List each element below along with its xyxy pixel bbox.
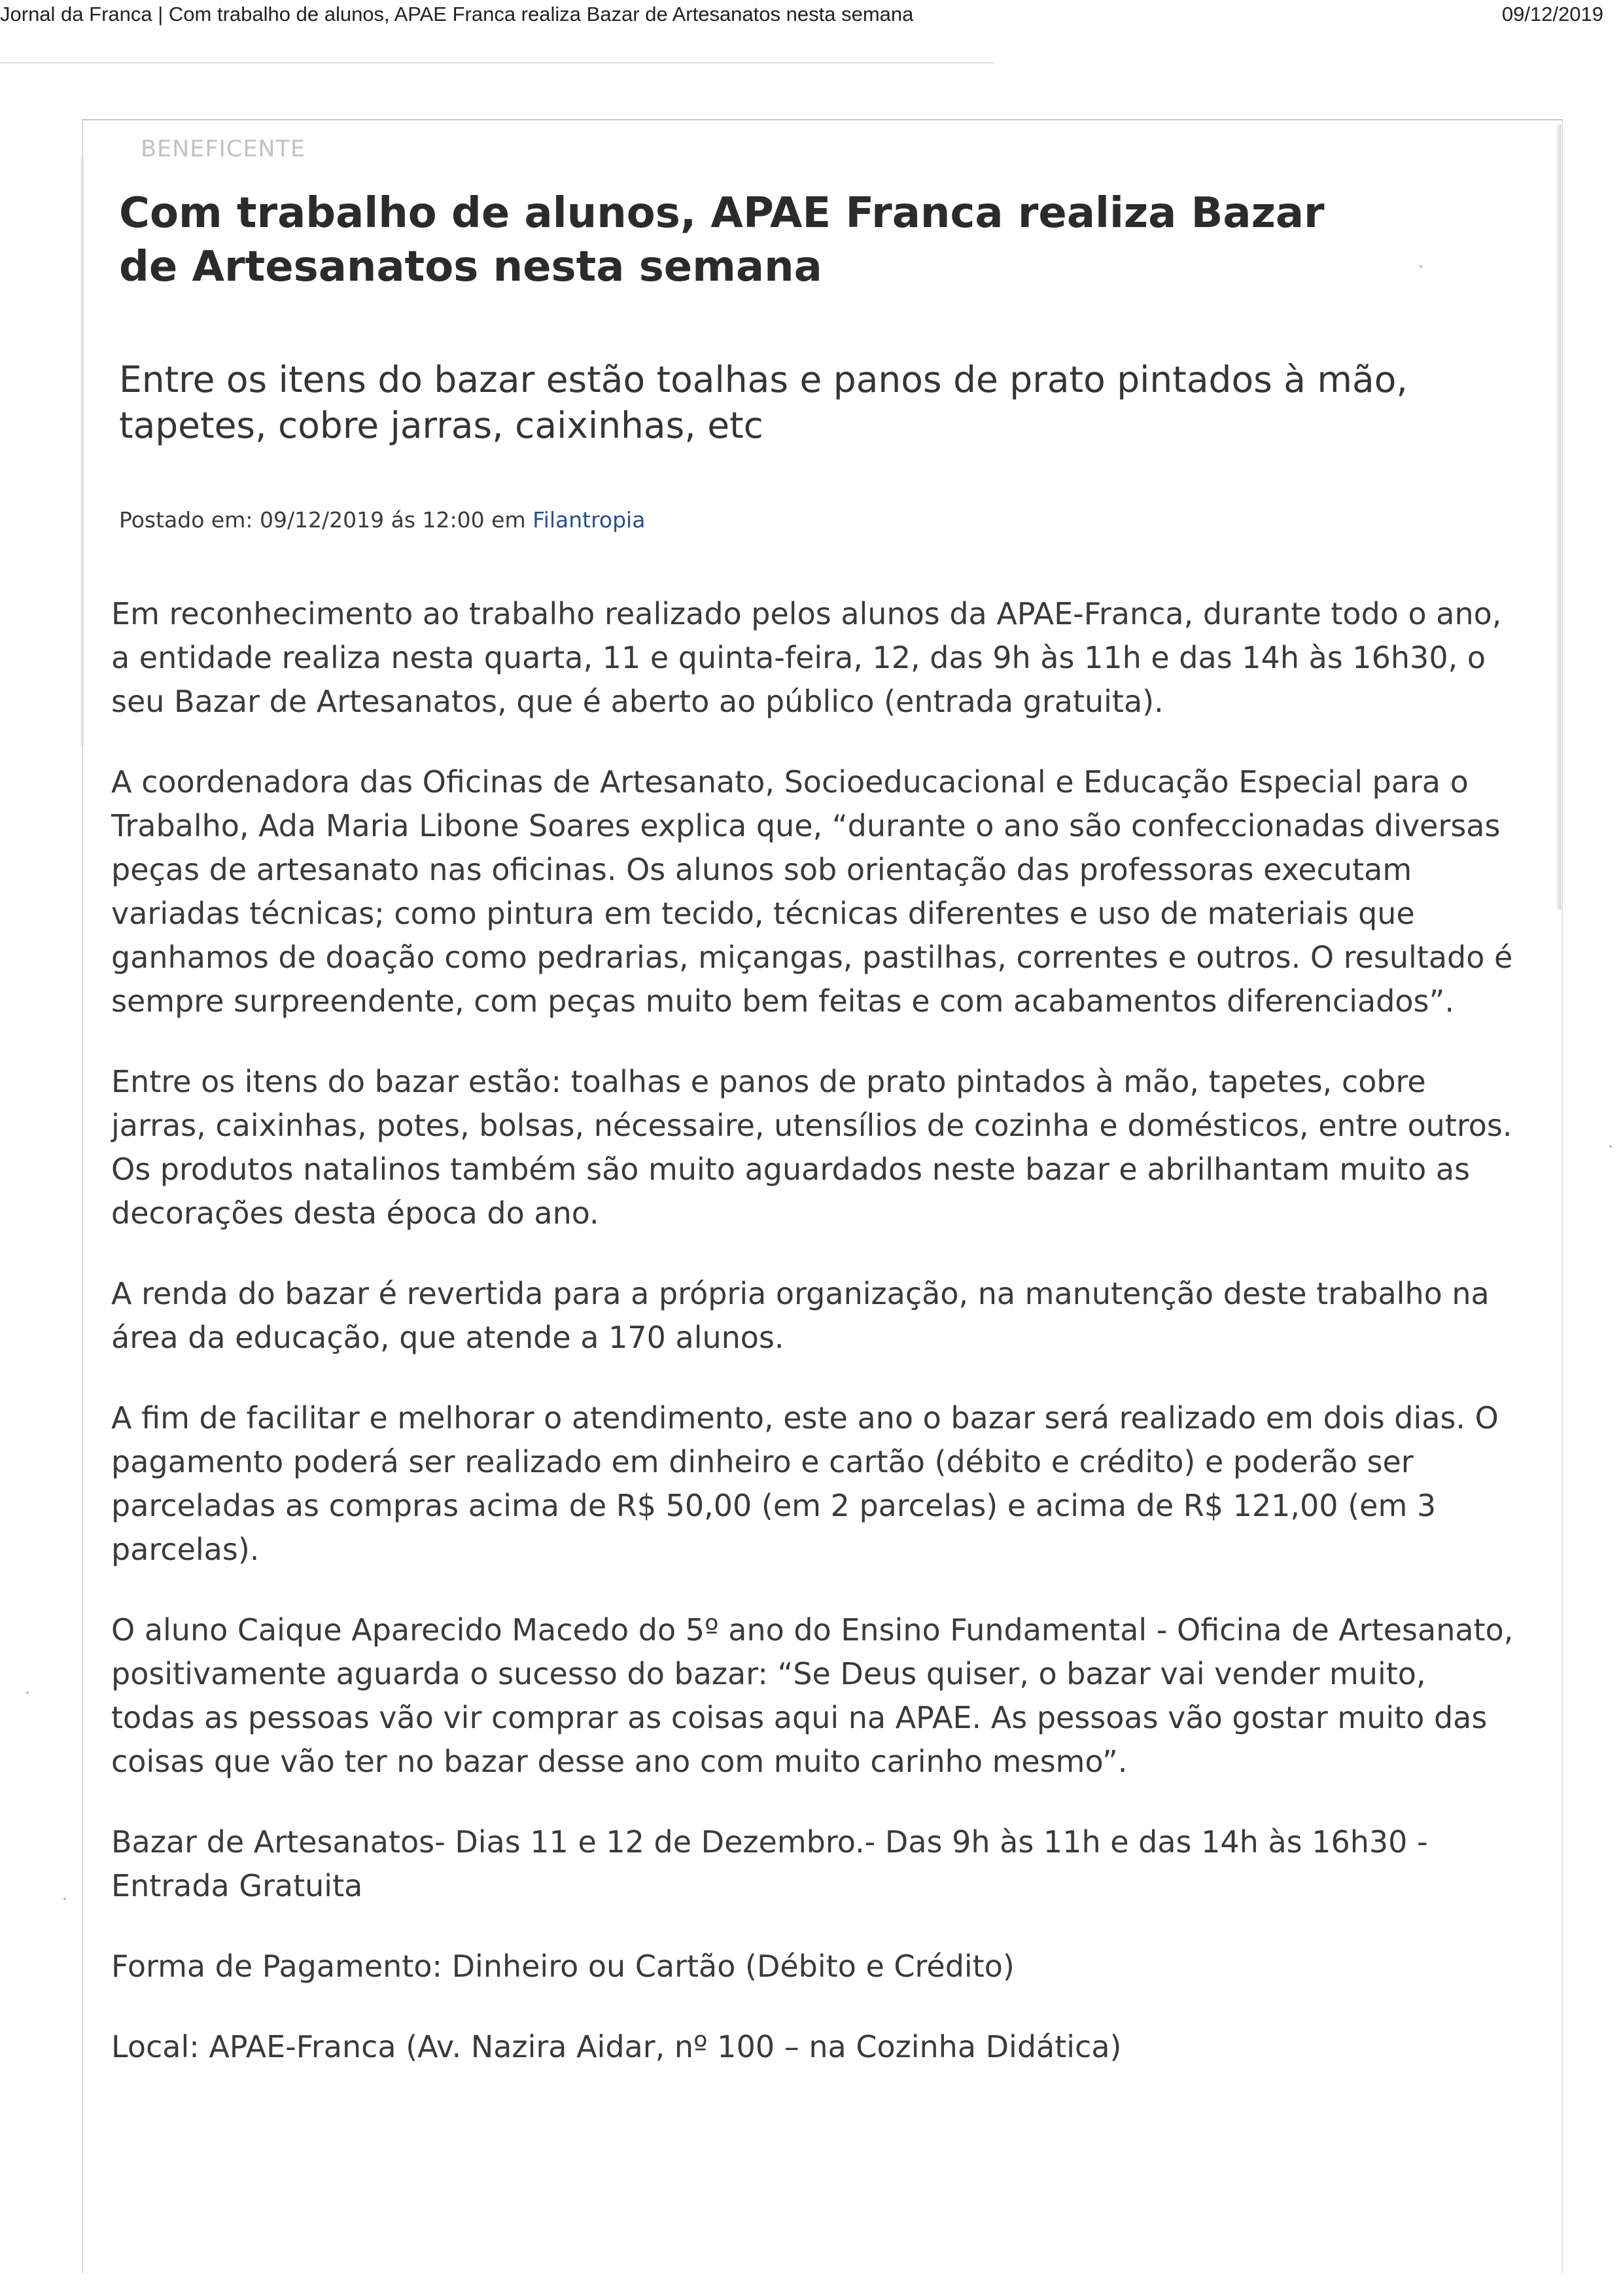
article-headline: Com trabalho de alunos, APAE Franca realiza Bazar de Artesanatos nesta semana	[119, 189, 1325, 291]
article-meta	[119, 507, 645, 533]
paragraph-4: A renda do bazar é revertida para a própria organização, na manutenção deste trabalho na área da educação, que atende a 170 alunos.	[111, 1276, 1490, 1355]
article-body	[111, 592, 1518, 2106]
paragraph-6: O aluno Caique Aparecido Macedo do 5º ano do Ensino Fundamental - Oficina de Artesanato, positivamente aguarda o sucesso do bazar: “Se Deus quiser, o bazar vai vender muito, todas as pessoas vão vir comprar as coisas aqui na APAE. As pessoas vão gostar muito das coisas que vão ter no bazar desse ano com muito carinho mesmo”.	[111, 1612, 1514, 1779]
article-category: BENEFICENTE	[141, 136, 306, 162]
payment-info: Forma de Pagamento: Dinheiro ou Cartão (Débito e Crédito)	[111, 1949, 1015, 1984]
header-divider	[0, 62, 994, 63]
article-subtitle: Entre os itens do bazar estão toalhas e panos de prato pintados à mão, tapetes, cobre jarras, caixinhas, etc	[119, 359, 1408, 446]
posted-date-text: Postado em: 09/12/2019 ás 12:00 em	[119, 507, 533, 533]
scan-speck	[26, 1691, 29, 1694]
scan-speck	[1609, 1145, 1612, 1148]
scan-speck	[63, 1898, 66, 1900]
paragraph-5: A fim de facilitar e melhorar o atendimento, este ano o bazar será realizado em dois dias. O pagamento poderá ser realizado em dinheiro e cartão (débito e crédito) e poderão ser parceladas as compras acima de R$ 50,00 (em 2 parcelas) e acima de R$ 121,00 (em 3 parcelas).	[111, 1400, 1499, 1567]
category-link[interactable]: Filantropia	[532, 507, 646, 533]
scan-shadow-left	[81, 157, 85, 746]
print-header	[0, 0, 1623, 39]
event-details: Bazar de Artesanatos- Dias 11 e 12 de Dezembro.- Das 9h às 11h e das 14h às 16h30 - Entrada Gratuita	[111, 1824, 1428, 1903]
paragraph-2: A coordenadora das Oficinas de Artesanato, Socioeducacional e Educação Especial para o Trabalho, Ada Maria Libone Soares explica que, “durante o ano são confeccionadas diversas peças de artesanato nas oficinas. Os alunos sob orientação das professoras executam variadas técnicas; como pintura em tecido, técnicas diferentes e uso de materiais que ganhamos de doação como pedrarias, miçangas, pastilhas, correntes e outros. O resultado é sempre surpreendente, com peças muito bem feitas e com acabamentos diferenciados”.	[111, 764, 1513, 1019]
print-date: 09/12/2019	[1501, 3, 1603, 26]
paragraph-1: Em reconhecimento ao trabalho realizado pelos alunos da APAE-Franca, durante todo o ano, a entidade realiza nesta quarta, 11 e quinta-feira, 12, das 9h às 11h e das 14h às 16h30, o seu Bazar de Artesanatos, que é aberto ao público (entrada gratuita).	[111, 596, 1502, 719]
scan-shadow-right	[1556, 124, 1561, 910]
location-info: Local: APAE-Franca (Av. Nazira Aidar, nº 100 – na Cozinha Didática)	[111, 2029, 1122, 2064]
paragraph-3: Entre os itens do bazar estão: toalhas e panos de prato pintados à mão, tapetes, cobre jarras, caixinhas, potes, bolsas, nécessaire, utensílios de cozinha e domésticos, entre outros. Os produtos natalinos também são muito aguardados neste bazar e abrilhantam muito as decorações desta época do ano.	[111, 1064, 1512, 1231]
print-page-title: Jornal da Franca | Com trabalho de alunos, APAE Franca realiza Bazar de Artesanatos nesta semana	[0, 3, 914, 26]
scan-speck	[1420, 265, 1422, 268]
